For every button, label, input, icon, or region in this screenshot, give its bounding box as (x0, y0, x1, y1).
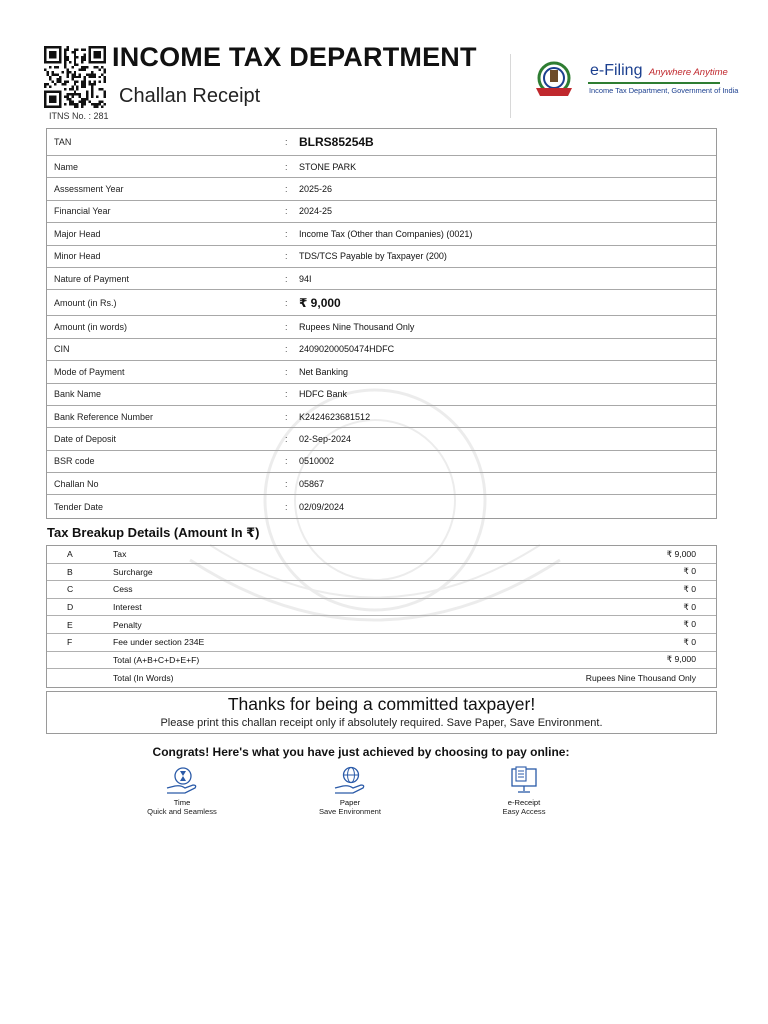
details-row (47, 316, 716, 338)
details-separator: : (285, 501, 288, 512)
tax-item: Fee under section 234E (113, 637, 205, 648)
tax-amount: ₹ 9,000 (666, 548, 696, 559)
details-value: Net Banking (299, 366, 349, 377)
efiling-brand (590, 62, 728, 80)
details-value: ₹ 9,000 (299, 295, 341, 310)
details-row (47, 495, 716, 517)
efiling-logo (532, 58, 739, 102)
tax-amount: ₹ 0 (683, 636, 696, 647)
tax-breakup-row (47, 652, 716, 670)
tax-item: Cess (113, 584, 133, 595)
details-label: Financial Year (54, 206, 111, 217)
thanks-message: Please print this challan receipt only if absolutely required. Save Paper, Save Environment. (160, 717, 603, 729)
tax-amount: ₹ 0 (683, 583, 696, 594)
details-value: K2424623681512 (299, 411, 371, 422)
benefit-subtitle: Quick and Seamless (147, 807, 217, 816)
benefit-subtitle: Easy Access (502, 807, 546, 816)
details-label: TAN (54, 137, 72, 147)
benefit-paper (300, 766, 400, 816)
tax-amount: ₹ 9,000 (666, 654, 696, 665)
tax-breakup-row (47, 669, 716, 687)
details-row (47, 201, 716, 223)
details-row (47, 473, 716, 495)
tax-item: Interest (113, 602, 142, 613)
details-separator: : (285, 228, 288, 239)
tax-item: Penalty (113, 619, 142, 630)
details-row (47, 246, 716, 268)
globe-hand-icon (333, 766, 367, 796)
tax-item: Surcharge (113, 566, 153, 577)
itns-number: ITNS No. : 281 (49, 111, 109, 121)
details-row (47, 129, 716, 156)
details-value: 2024-25 (299, 206, 333, 217)
efiling-subtitle: Income Tax Department, Government of India (589, 86, 739, 95)
benefit-ereceipt (474, 766, 574, 816)
department-title: INCOME TAX DEPARTMENT (112, 42, 477, 72)
details-value: 02/09/2024 (299, 501, 345, 512)
details-label: Minor Head (54, 251, 101, 262)
details-row (47, 451, 716, 473)
tax-item: Tax (113, 549, 127, 560)
details-separator: : (285, 206, 288, 217)
details-separator: : (285, 297, 288, 308)
details-row (47, 384, 716, 406)
details-separator: : (285, 251, 288, 262)
details-label: Amount (in words) (54, 322, 128, 333)
details-label: Bank Reference Number (54, 411, 154, 422)
tax-breakup-row (47, 634, 716, 652)
details-value: 0510002 (299, 456, 335, 467)
details-label: Name (54, 161, 79, 172)
details-value: Income Tax (Other than Companies) (0021) (299, 228, 473, 239)
details-row (47, 223, 716, 245)
details-row (47, 339, 716, 361)
efiling-text: e-Filing (590, 62, 643, 79)
details-row (47, 156, 716, 178)
tax-breakup-row (47, 564, 716, 582)
tax-code: A (67, 549, 73, 560)
congrats-text: Congrats! Here's what you have just achieved by choosing to pay online: (152, 745, 570, 759)
challan-details-table (46, 128, 717, 519)
details-separator: : (285, 411, 288, 422)
details-label: Major Head (54, 228, 101, 239)
details-row (47, 428, 716, 450)
details-value: 2025-26 (299, 184, 333, 195)
tax-amount: ₹ 0 (683, 619, 696, 630)
details-value: TDS/TCS Payable by Taxpayer (200) (299, 251, 447, 262)
tax-code: D (67, 602, 74, 613)
tax-code: B (67, 566, 73, 577)
details-separator: : (285, 456, 288, 467)
details-separator: : (285, 433, 288, 444)
tax-item: Total (A+B+C+D+E+F) (113, 654, 200, 665)
details-separator: : (285, 478, 288, 489)
details-label: Assessment Year (54, 184, 124, 195)
details-separator: : (285, 273, 288, 284)
details-row (47, 406, 716, 428)
details-separator: : (285, 137, 288, 147)
details-label: Tender Date (54, 501, 104, 512)
receipt-title: Challan Receipt (119, 85, 261, 107)
tax-breakup-row (47, 616, 716, 634)
benefit-time (132, 766, 232, 816)
details-row (47, 290, 716, 316)
tax-breakup-row (47, 546, 716, 564)
hourglass-hand-icon (165, 766, 199, 796)
details-label: Mode of Payment (54, 366, 125, 377)
details-separator: : (285, 161, 288, 172)
details-label: Bank Name (54, 389, 102, 400)
details-value: STONE PARK (299, 161, 357, 172)
details-value: 02-Sep-2024 (299, 433, 352, 444)
efiling-underline (588, 82, 720, 84)
benefit-subtitle: Save Environment (318, 807, 382, 816)
details-row (47, 361, 716, 383)
tax-code: C (67, 584, 74, 595)
details-separator: : (285, 322, 288, 333)
thanks-box (46, 691, 717, 734)
tax-amount: Rupees Nine Thousand Only (585, 672, 696, 683)
details-label: Challan No (54, 478, 99, 489)
tax-breakup-title: Tax Breakup Details (Amount In ₹) (47, 525, 260, 540)
details-separator: : (285, 366, 288, 377)
details-value: BLRS85254B (299, 135, 374, 149)
efiling-tagline: Anywhere Anytime (648, 67, 728, 78)
details-separator: : (285, 344, 288, 355)
details-label: CIN (54, 344, 70, 355)
details-separator: : (285, 389, 288, 400)
details-value: 94I (299, 273, 312, 284)
details-row (47, 178, 716, 200)
details-label: Nature of Payment (54, 273, 130, 284)
qr-code-icon (44, 46, 106, 108)
tax-breakup-row (47, 581, 716, 599)
details-separator: : (285, 184, 288, 195)
header-divider (510, 54, 511, 118)
ereceipt-monitor-icon (507, 766, 541, 796)
details-value: 24090200050474HDFC (299, 344, 395, 355)
details-label: Amount (in Rs.) (54, 297, 117, 308)
details-value: HDFC Bank (299, 389, 348, 400)
benefit-title: e-Receipt (507, 798, 541, 807)
benefit-title: Paper (339, 798, 361, 807)
details-value: Rupees Nine Thousand Only (299, 322, 415, 333)
tax-breakup-row (47, 599, 716, 617)
details-label: BSR code (54, 456, 95, 467)
tax-item: Total (In Words) (113, 672, 174, 683)
details-row (47, 268, 716, 290)
benefit-title: Time (173, 798, 191, 807)
tax-breakup-table (46, 545, 717, 688)
details-value: 05867 (299, 478, 325, 489)
tax-code: E (67, 619, 73, 630)
government-emblem-icon (532, 58, 586, 102)
thanks-heading: Thanks for being a committed taxpayer! (227, 694, 536, 714)
tax-amount: ₹ 0 (683, 566, 696, 577)
tax-amount: ₹ 0 (683, 601, 696, 612)
details-label: Date of Deposit (54, 433, 117, 444)
tax-code: F (67, 637, 73, 648)
